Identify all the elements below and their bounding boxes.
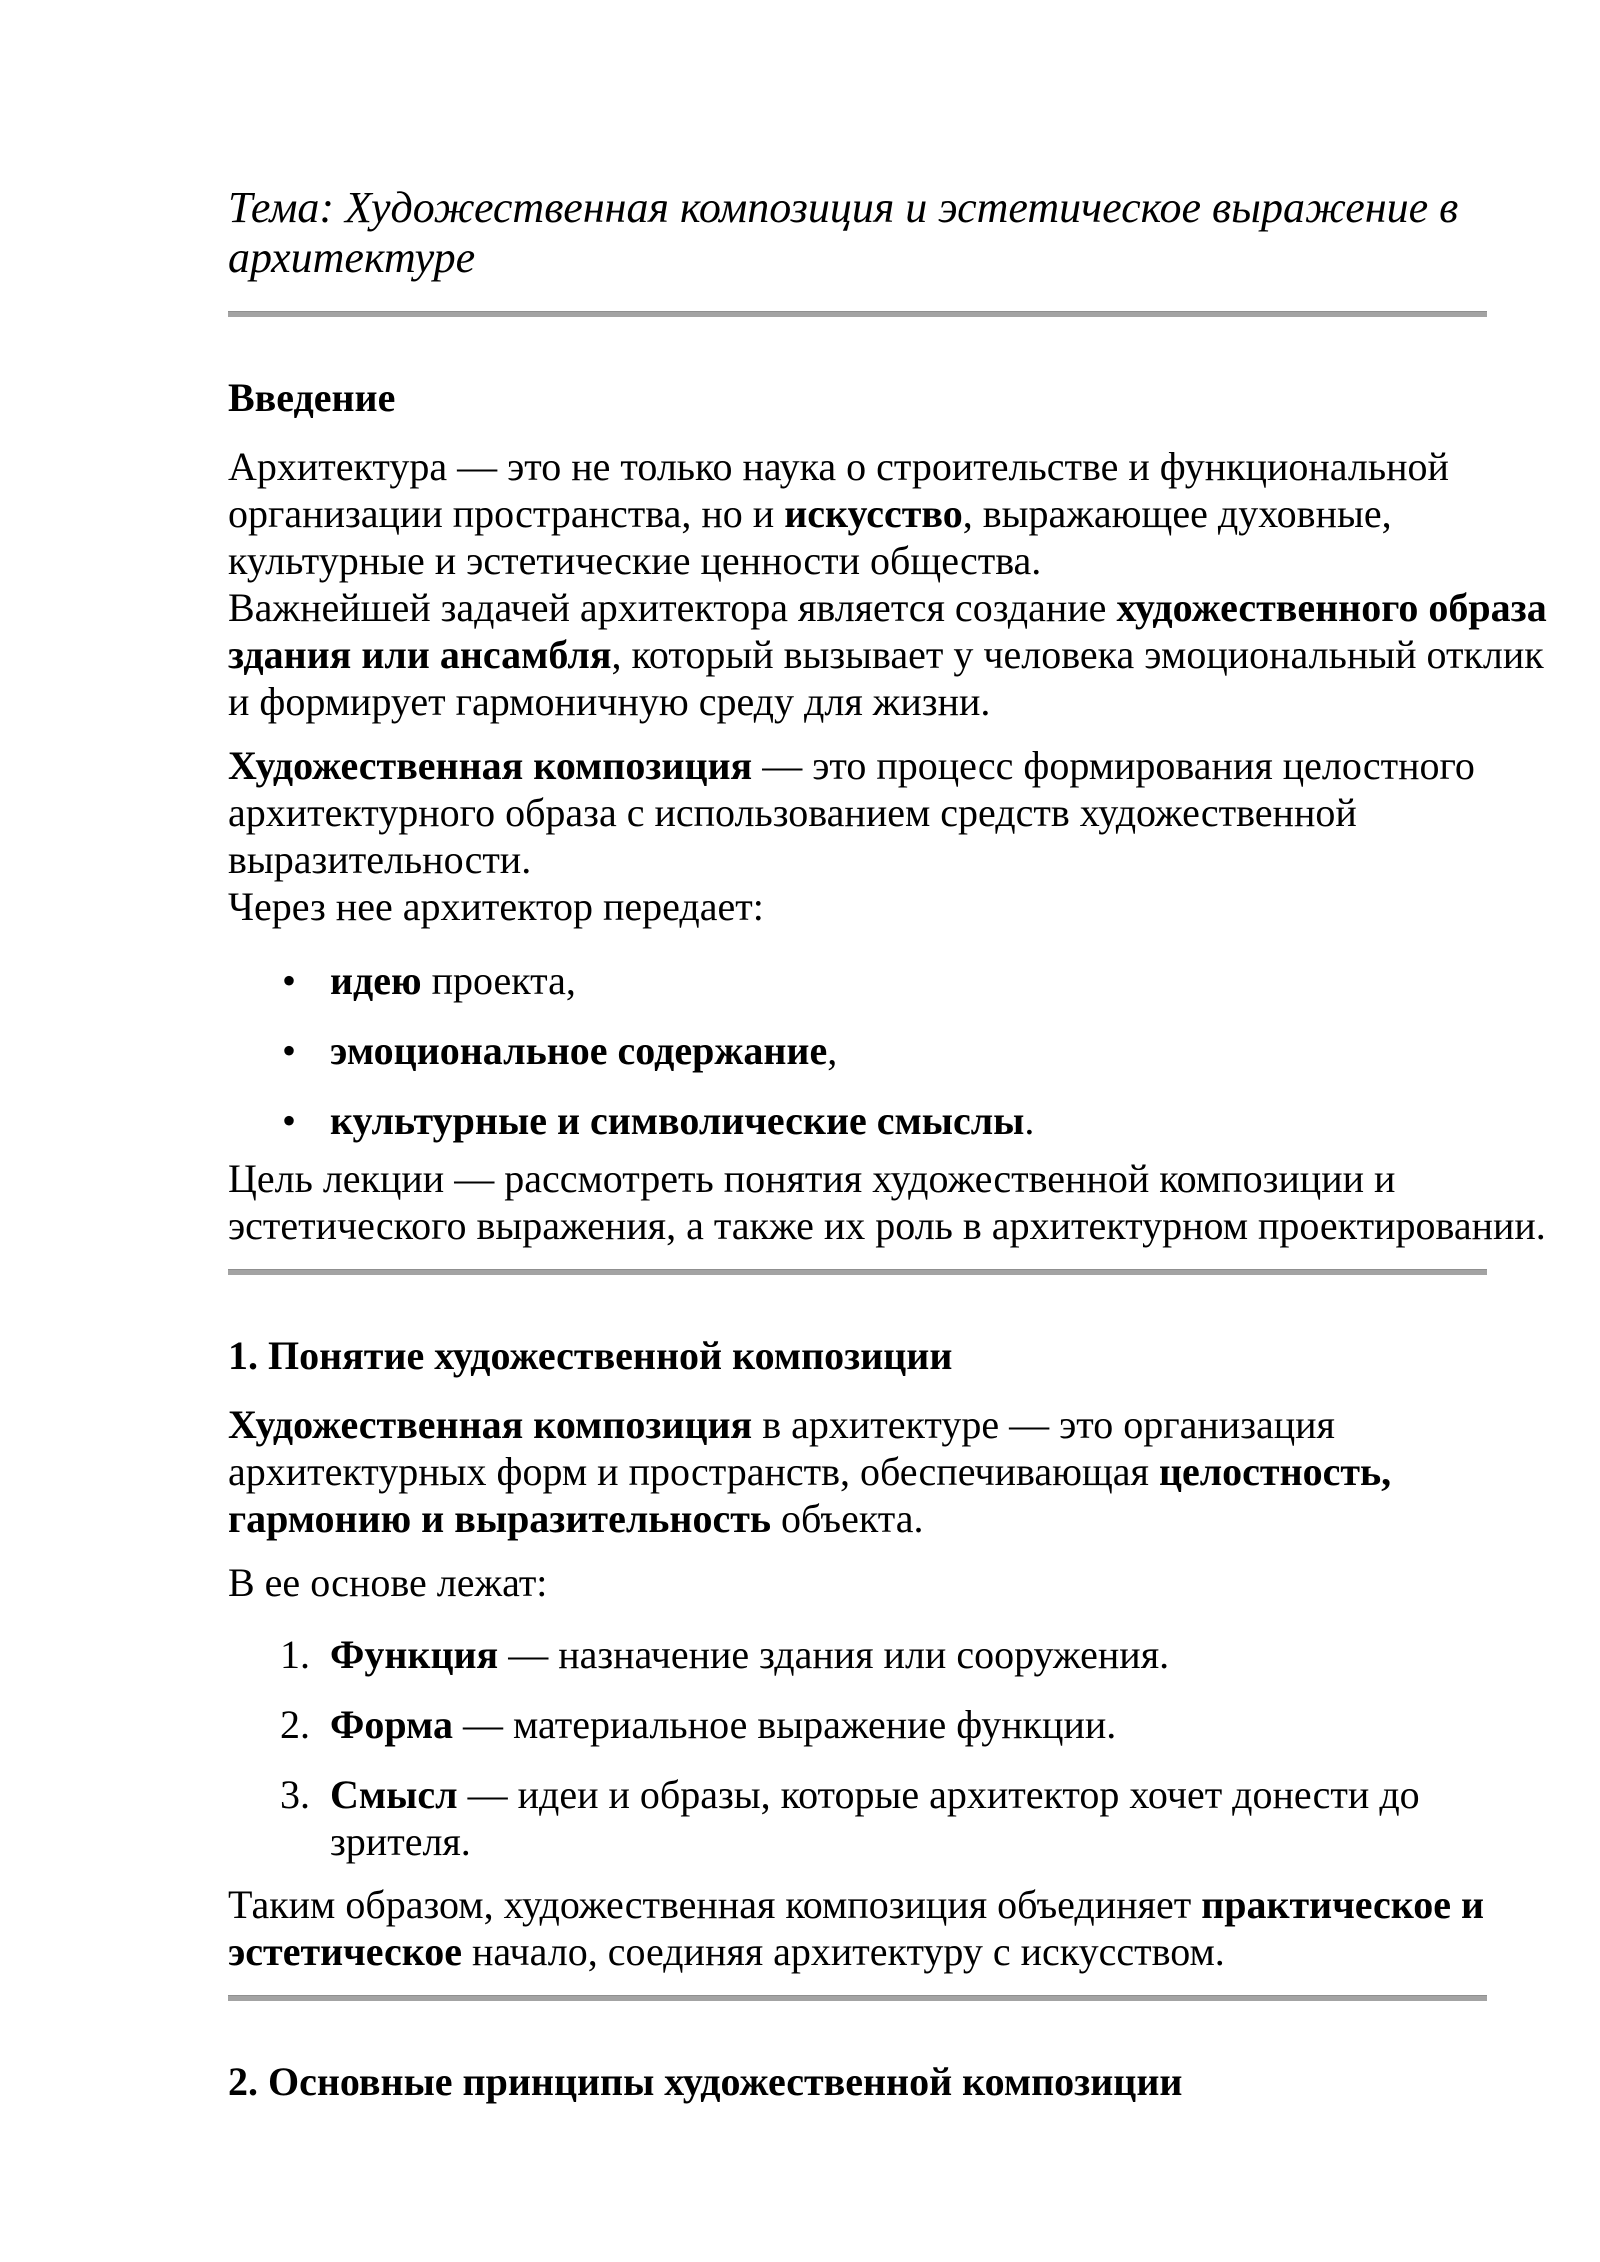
bullet-list [228,957,1568,1144]
heading-introduction: Введение [228,375,396,420]
numbered-item-2: Форма — материальное выражение функции. [330,1702,1117,1747]
numbered-item-3: Смысл — идеи и образы, которые архитектор хочет донести до зрителя. [330,1772,1420,1864]
divider-2 [228,1269,1487,1275]
numbered-item-1: Функция — назначение здания или сооружения. [330,1632,1170,1677]
numbered-list [228,1631,1568,1865]
intro-paragraph-1: Архитектура — это не только наука о строительстве и функциональной организации пространства, но и искусство, выражающее духовные, культурные и эстетические ценности общества. Важнейшей задачей архитектора является создание художественного образа здания или ансамбля, который вызывает у человека эмоциональный отклик и формирует гармоничную среду для жизни. [228,444,1547,724]
document-page [228,0,1568,2127]
bullet-item-3: • культурные и символические смыслы. [330,1097,1568,1144]
heading-section-2: 2. Основные принципы художественной композиции [228,2059,1183,2104]
section1-paragraph-1: Художественная композиция в архитектуре — это организация архитектурных форм и пространств, обеспечивающая целостность, гармонию и выразительность объекта. [228,1402,1392,1541]
section1-paragraph-2: В ее основе лежат: [228,1560,548,1605]
section1-paragraph-3: Таким образом, художественная композиция объединяет практическое и эстетическое начало, соединяя архитектуру с искусством. [228,1882,1485,1974]
divider-1 [228,311,1487,317]
intro-paragraph-2: Художественная композиция — это процесс формирования целостного архитектурного образа с использованием средств художественной выразительности. Через нее архитектор передает: [228,743,1475,929]
divider-3 [228,1995,1487,2001]
bullet-item-2: • эмоциональное содержание, [330,1027,1568,1074]
intro-paragraph-3: Цель лекции — рассмотреть понятия художественной композиции и эстетического выражения, а также их роль в архитектурном проектировании. [228,1156,1546,1248]
bullet-item-1: • идею проекта, [330,957,1568,1004]
heading-section-1: 1. Понятие художественной композиции [228,1333,953,1378]
document-title: Тема: Художественная композиция и эстетическое выражение в архитектуре [228,183,1459,282]
